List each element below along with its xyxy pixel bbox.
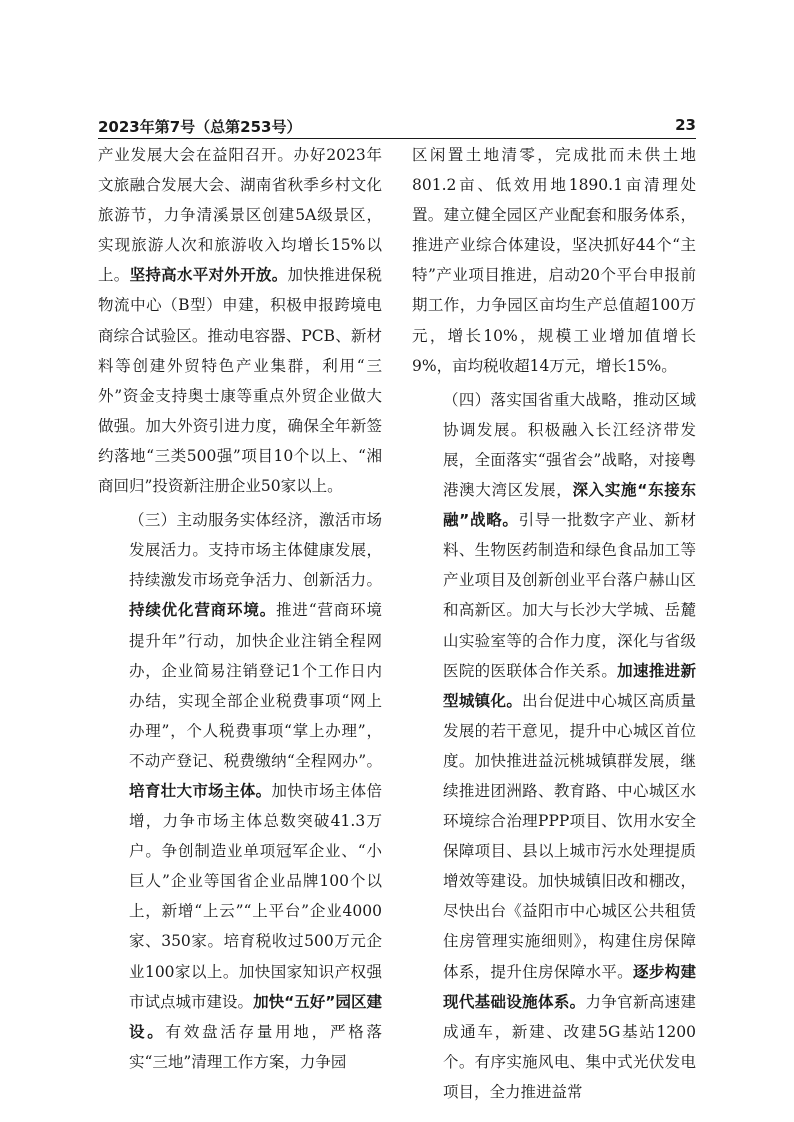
- body-text: 有效盘活存量用地，严格落实“三地”清理工作方案，力争园: [129, 1022, 382, 1071]
- bold-heading: 培育壮大市场主体。: [129, 781, 272, 800]
- issue-label: 2023年第7号（总第253号）: [98, 118, 302, 136]
- body-text: 加快推进保税物流中心（B型）申建，积极申报跨境电商综合试验区。推动电容器、PCB、新材料等创建外贸特色产业集群，利用“三外”资金支持奥士康等重点外贸企业做大做强。加大外资引进力度，确保全年新签约落地“三类500强”项目10个以上、“湘商回归”投资新注册企业50家以上。: [98, 266, 382, 496]
- section-heading: （三）主动服务实体经济，激活市场发展活力。: [129, 511, 382, 560]
- body-text: 产业发展大会在益阳召开。办好2023年文旅融合发展大会、湖南省秋季乡村文化旅游节，力争清溪景区创建5A级景区，实现旅游人次和旅游收入均增长15%以上。: [98, 146, 382, 285]
- body-text: 支持市场主体健康发展，持续激发市场竞争活力、创新活力。: [129, 541, 382, 590]
- bold-heading: 加速推进新型城镇化。: [443, 661, 696, 710]
- paragraph: [412, 385, 696, 1107]
- bold-heading: 深入实施“东接东融”战略。: [443, 481, 696, 530]
- paragraph: [98, 140, 382, 501]
- body-text: 出台促进中心城区高质量发展的若干意见，提升中心城区首位度。加快推进益沅桃城镇群发展，继续推进团洲路、教育路、中心城区水环境综合治理PPP项目、饮用水安全保障项目、县以上城市污水处理提质增效等建设。加快城镇旧改和棚改，尽快出台《益阳市中心城区公共租赁住房管理实施细则》，构建住房保障体系，提升住房保障水平。: [443, 691, 696, 981]
- body-text: 推进“营商环境提升年”行动，加快企业注销全程网办，企业简易注销登记1个工作日内办结，实现全部企业税费事项“网上办理”，个人税费事项“掌上办理”，不动产登记、税费缴纳“全程网办”。: [129, 601, 382, 770]
- page-header: [98, 116, 696, 140]
- bold-heading: 坚持高水平对外开放。: [129, 266, 288, 285]
- bold-heading: 持续优化营商环境。: [129, 601, 277, 620]
- right-column: [412, 140, 696, 1107]
- body-text: 加快市场主体倍增，力争市场主体总数突破41.3万户。争创制造业单项冠军企业、“小巨人”企业等国省企业品牌100个以上，新增“上云”“上平台”企业4000家、350家。培育税收过500万元企业100家以上。加快国家知识产权强市试点城市建设。: [129, 781, 382, 1011]
- bold-heading: 加快“五好”园区建设。: [129, 992, 382, 1041]
- paragraph: [98, 505, 382, 1077]
- page-number: 23: [675, 116, 696, 134]
- bold-heading: 逐步构建现代基础设施体系。: [443, 962, 696, 1011]
- section-heading: （四）落实国省重大战略，推动区域协调发展。: [443, 390, 696, 439]
- body-text: 力争官新高速建成通车，新建、改建5G基站1200个。有序实施风电、集中式光伏发电项目，全力推进益常: [443, 992, 696, 1101]
- left-column: [98, 140, 382, 1077]
- paragraph: [412, 140, 696, 381]
- body-text: 积极融入长江经济带发展，全面落实“强省会”战略，对接粤港澳大湾区发展，: [443, 420, 696, 500]
- header-rule: [98, 138, 696, 139]
- body-text: 区闲置土地清零，完成批而未供土地801.2亩、低效用地1890.1亩清理处置。建立健全园区产业配套和服务体系，推进产业综合体建设，坚决抓好44个“主特”产业项目推进，启动20个平台申报前期工作，力争园区亩均生产总值超100万元，增长10%，规模工业增加值增长9%，亩均税收超14万元，增长15%。: [412, 146, 696, 375]
- body-text: 引导一批数字产业、新材料、生物医药制造和绿色食品加工等产业项目及创新创业平台落户赫山区和高新区。加大与长沙大学城、岳麓山实验室等的合作力度，深化与省级医院的医联体合作关系。: [443, 511, 696, 680]
